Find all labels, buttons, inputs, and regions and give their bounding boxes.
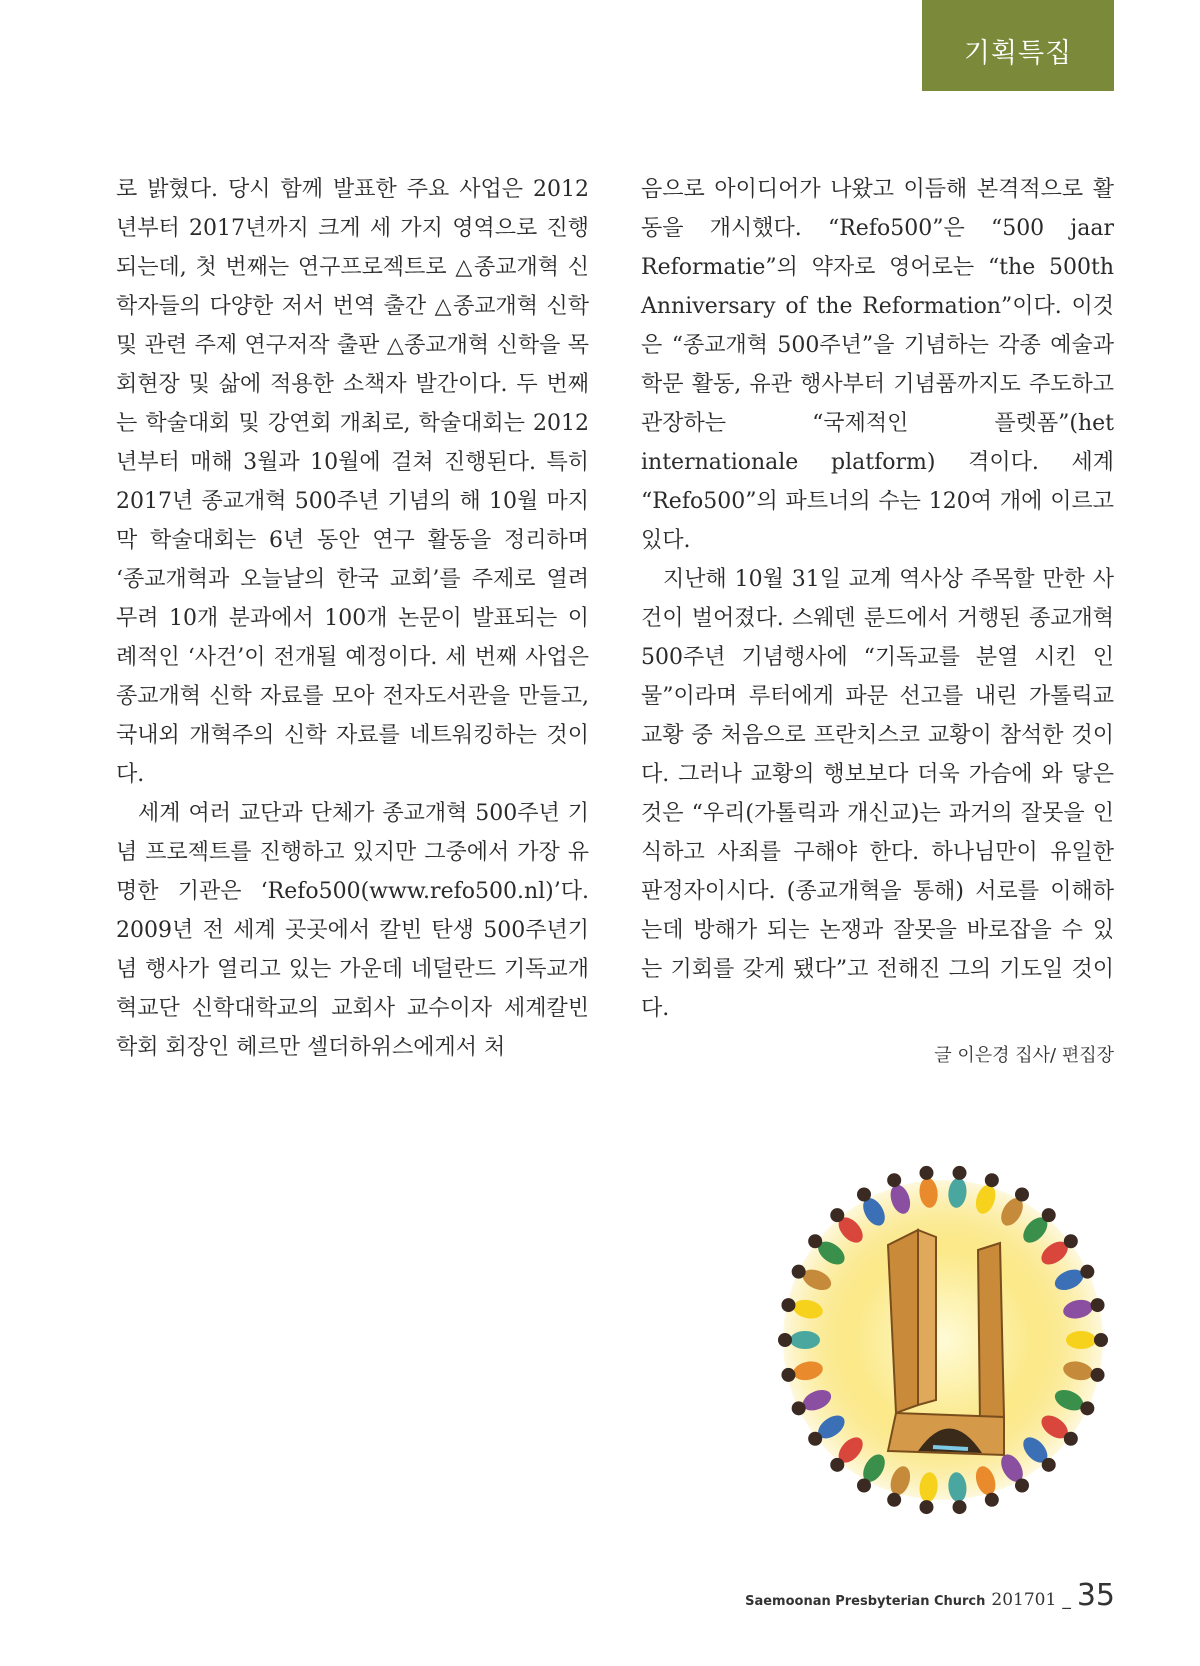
page-footer — [745, 1578, 1115, 1613]
paragraph: 세계 여러 교단과 단체가 종교개혁 500주년 기념 프로젝트를 진행하고 있지만 그중에서 가장 유명한 기관은 ‘Refo500(www.refo500.nl)’다. 2009년 전 세계 곳곳에서 칼빈 탄생 500주년기념 행사가 열리고 있는 가운데 네덜란드 기독교개혁교단 신학대학교의 교회사 교수이자 세계칼빈학회 회장인 헤르만 셀더하위스에게서 처 — [116, 801, 589, 1060]
person-head — [792, 1265, 806, 1279]
person-head — [1094, 1333, 1108, 1347]
person-head — [781, 1368, 795, 1382]
person-head — [953, 1166, 967, 1180]
person-head — [857, 1188, 871, 1202]
person-head — [792, 1401, 806, 1415]
person-head — [830, 1208, 844, 1222]
section-label: 기획특집 — [922, 0, 1114, 91]
person-head — [808, 1432, 822, 1446]
person-head — [1080, 1401, 1094, 1415]
person-head — [830, 1458, 844, 1472]
person-body — [1066, 1331, 1096, 1349]
person-head — [1091, 1298, 1105, 1312]
church-name: Saemoonan Presbyterian Church — [745, 1594, 986, 1609]
issue-number: 201701 — [991, 1590, 1057, 1610]
paragraph: 음으로 아이디어가 나왔고 이듬해 본격적으로 활동을 개시했다. “Refo500”은 “500 jaar Reformatie”의 약자로 영어로는 “the 500th Anniversary of the Reformation”이다. 이것은 “종교개혁 500주년”을 기념하는 각종 예술과 학문 활동, 유관 행사부터 기념품까지도 주도하고 관장하는 “국제적인 플렛폼”(het internationale platform) 격이다. 세계 “Refo500”의 파트너의 수는 120여 개에 이르고 있다. — [641, 177, 1114, 553]
person-head — [1015, 1478, 1029, 1492]
left-column — [116, 170, 589, 1067]
person-head — [985, 1173, 999, 1187]
person-head — [887, 1493, 901, 1507]
person-head — [781, 1298, 795, 1312]
person-head — [1080, 1265, 1094, 1279]
person-head — [1064, 1234, 1078, 1248]
person-head — [919, 1166, 933, 1180]
footer-separator: _ — [1062, 1590, 1071, 1610]
person-head — [857, 1478, 871, 1492]
paragraph: 지난해 10월 31일 교계 역사상 주목할 만한 사건이 벌어졌다. 스웨덴 룬드에서 거행된 종교개혁 500주년 기념행사에 “기독교를 분열 시킨 인물”이라며 루터에게 파문 선고를 내린 가톨릭교 교황 중 처음으로 프란치스코 교황이 참석한 것이다. 그러나 교황의 행보보다 더욱 가슴에 와 닿은 것은 “우리(가톨릭과 개신교)는 과거의 잘못을 인식하고 사죄를 구해야 한다. 하나님만이 유일한 판정자이시다. (종교개혁을 통해) 서로를 이해하는데 방해가 되는 논쟁과 잘못을 바로잡을 수 있는 기회를 갖게 됐다”고 전해진 그의 기도일 것이다. — [641, 567, 1114, 1021]
page-number: 35 — [1076, 1578, 1115, 1613]
right-column — [641, 170, 1114, 1075]
person-head — [887, 1173, 901, 1187]
person-head — [808, 1234, 822, 1248]
person-head — [1091, 1368, 1105, 1382]
person-head — [953, 1500, 967, 1514]
person-head — [1042, 1458, 1056, 1472]
person-head — [985, 1493, 999, 1507]
byline: 글 이은경 집사/ 편집장 — [934, 1045, 1114, 1066]
circle-of-people-church-icon — [768, 1155, 1118, 1525]
person-head — [919, 1500, 933, 1514]
person-head — [778, 1333, 792, 1347]
illustration-svg — [768, 1155, 1118, 1525]
person-head — [1015, 1188, 1029, 1202]
paragraph: 로 밝혔다. 당시 함께 발표한 주요 사업은 2012년부터 2017년까지 크게 세 가지 영역으로 진행되는데, 첫 번째는 연구프로젝트로 △종교개혁 신학자들의 다양한 저서 번역 출간 △종교개혁 신학 및 관련 주제 연구저작 출판 △종교개혁 신학을 목회현장 및 삶에 적용한 소책자 발간이다. 두 번째는 학술대회 및 강연회 개최로, 학술대회는 2012년부터 매해 3월과 10월에 걸쳐 진행된다. 특히 2017년 종교개혁 500주년 기념의 해 10월 마지막 학술대회는 6년 동안 연구 활동을 정리하며 ‘종교개혁과 오늘날의 한국 교회’를 주제로 열려 무려 10개 분과에서 100개 논문이 발표되는 이례적인 ‘사건’이 전개될 예정이다. 세 번째 사업은 종교개혁 신학 자료를 모아 전자도서관을 만들고, 국내외 개혁주의 신학 자료를 네트워킹하는 것이다. — [116, 177, 589, 787]
person-body — [790, 1331, 820, 1349]
person-head — [1042, 1208, 1056, 1222]
person-head — [1064, 1432, 1078, 1446]
